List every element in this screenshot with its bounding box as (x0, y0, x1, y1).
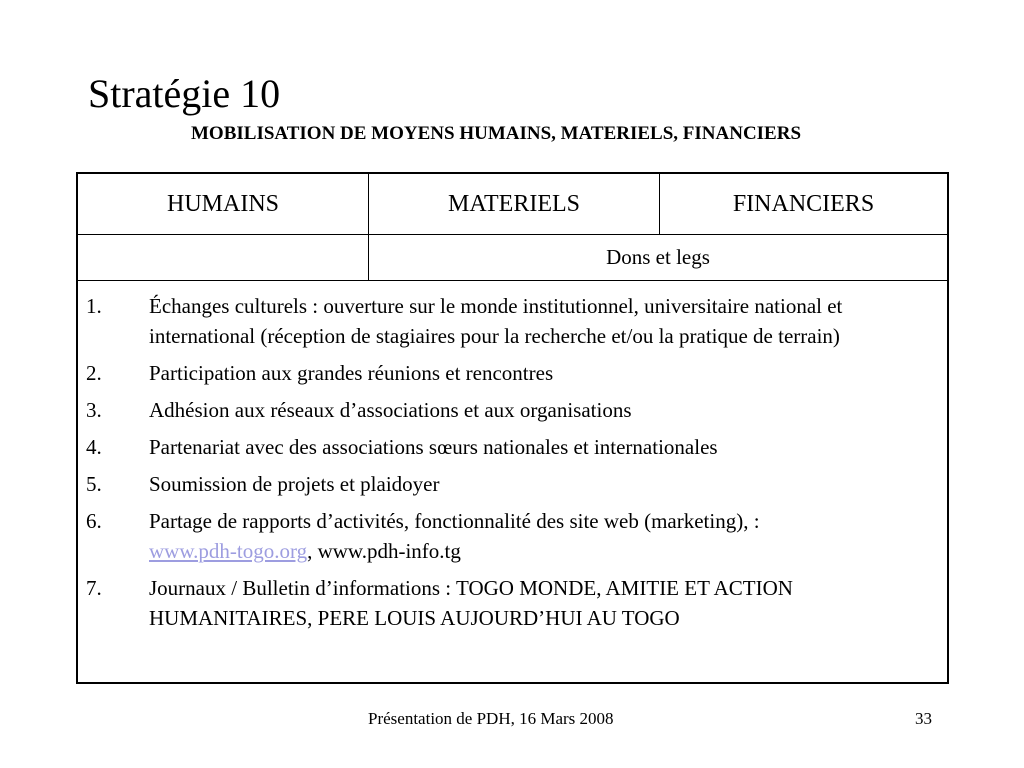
table-body-cell (78, 281, 947, 682)
footer-presentation: Présentation de PDH, 16 Mars 2008 (368, 709, 614, 728)
list-item-text: Échanges culturels : ouverture sur le monde institutionnel, universitaire national et international (réception de stagiaires pour la recherche et/ou la pratique de terrain) (149, 294, 843, 348)
list-item-text: Partenariat avec des associations sœurs nationales et internationales (149, 435, 718, 459)
strategy-table (76, 172, 949, 684)
list-item-number: 2. (86, 361, 102, 385)
header-financiers: FINANCIERS (732, 190, 875, 217)
list-item (86, 358, 941, 388)
pdh-togo-link[interactable]: www.pdh-togo.org (149, 539, 308, 563)
list-item-number: 5. (86, 472, 102, 496)
slide-title: Stratégie 10 (88, 71, 281, 116)
list-item-text: Journaux / Bulletin d’informations : TOGO MONDE, AMITIE ET ACTION HUMANITAIRES, PERE LOUIS AUJOURD’HUI AU TOGO (149, 576, 793, 630)
numbered-list (86, 291, 941, 640)
list-item (86, 506, 941, 566)
empty-cell (78, 235, 368, 280)
list-item (86, 395, 941, 425)
list-item-text: Partage de rapports d’activités, fonctionnalité des site web (marketing), : (149, 509, 760, 533)
list-item (86, 573, 941, 633)
list-item-number: 1. (86, 294, 102, 318)
table-header-row (78, 174, 947, 235)
page-number: 33 (915, 709, 932, 728)
list-item-text: Participation aux grandes réunions et rencontres (149, 361, 554, 385)
list-item-number: 7. (86, 576, 102, 600)
list-item (86, 469, 941, 499)
header-materiels: MATERIELS (448, 190, 580, 217)
list-item-number: 4. (86, 435, 102, 459)
list-item (86, 291, 941, 351)
dons-cell: Dons et legs (606, 245, 710, 269)
list-item-text: Soumission de projets et plaidoyer (149, 472, 440, 496)
slide-subtitle: MOBILISATION DE MOYENS HUMAINS, MATERIELS, FINANCIERS (191, 123, 802, 144)
table-row-dons (78, 235, 947, 281)
list-item (86, 432, 941, 462)
header-humains: HUMAINS (166, 190, 279, 217)
list-item-text-after: , www.pdh-info.tg (307, 539, 461, 563)
list-item-number: 6. (86, 509, 102, 533)
list-item-text: Adhésion aux réseaux d’associations et aux organisations (149, 398, 632, 422)
list-item-number: 3. (86, 398, 102, 422)
